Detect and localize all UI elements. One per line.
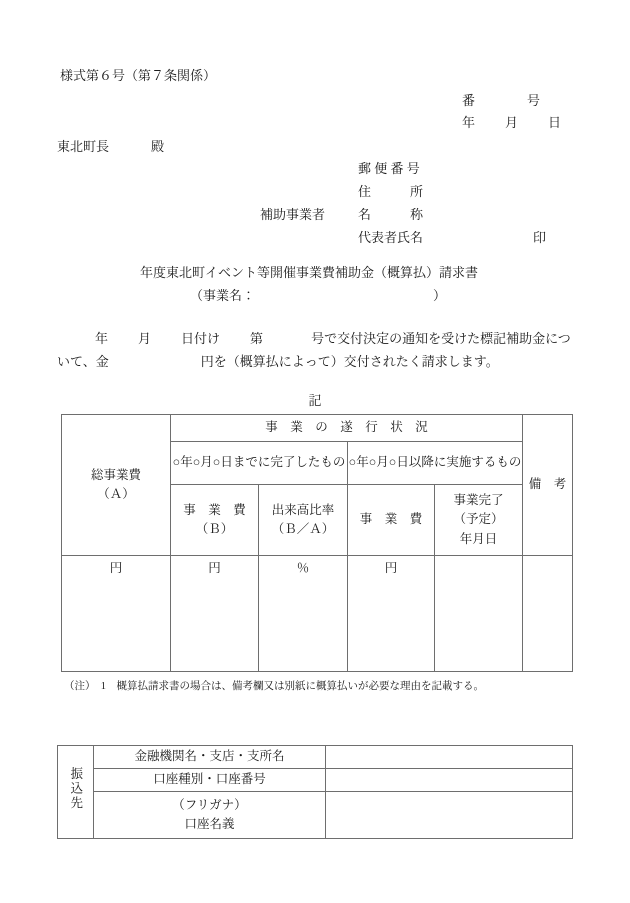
- progress-ratio-label: 出来高比率: [271, 502, 335, 517]
- document-date-line: [462, 112, 561, 131]
- cell-progress-ratio-value[interactable]: ％: [259, 556, 348, 672]
- seal-label: 印: [533, 230, 547, 245]
- cell-institution-label: 金融機関名・支店・支所名: [94, 746, 326, 769]
- date-month-label: 月: [505, 115, 519, 130]
- furigana-label: （フリガナ）: [172, 797, 247, 812]
- table-footnote: （注） 1 概算払請求書の場合は、備考欄又は別紙に概算払いが必要な理由を記載する。: [64, 681, 484, 692]
- document-number-label: [462, 90, 540, 109]
- body-paragraph-line1: [57, 328, 571, 347]
- applicant-block-label: 補助事業者: [260, 207, 326, 222]
- project-name-field: [190, 285, 446, 304]
- number-label: 番: [462, 93, 476, 108]
- cell-total-cost-header: [62, 415, 171, 556]
- body-month-label: 月: [138, 331, 152, 346]
- body-dayke-label: 日付け: [181, 331, 221, 346]
- project-cost-b-label: 事 業 費: [183, 502, 246, 517]
- bank-row-account-number: [58, 769, 573, 792]
- body-amount-label: いて、金: [57, 354, 109, 369]
- cell-institution-value[interactable]: [326, 746, 573, 769]
- total-cost-label: 総事業費: [90, 467, 141, 482]
- bank-transfer-table: [57, 745, 573, 839]
- bank-row-account-name: [58, 792, 573, 839]
- cell-remarks-value[interactable]: [523, 556, 573, 672]
- form-number: 様式第６号（第７条関係）: [60, 68, 217, 83]
- cell-progress-header: 事 業 の 遂 行 状 況: [171, 415, 523, 442]
- progress-table: [61, 414, 573, 672]
- cell-progress-ratio-header: [259, 485, 348, 556]
- cell-project-cost-b-header: [171, 485, 259, 556]
- body-year-label: 年: [95, 331, 109, 346]
- number-suffix: 号: [527, 93, 541, 108]
- date-year-label: 年: [462, 115, 476, 130]
- cell-total-cost-value[interactable]: 円: [62, 556, 171, 672]
- postal-code-label: 郵 便 番 号: [358, 161, 420, 176]
- body-dai-label: 第: [250, 331, 264, 346]
- progress-ratio-sub-label: （Ｂ／Ａ）: [271, 522, 335, 536]
- transfer-destination-vertical-label: 振込先: [68, 767, 83, 811]
- cell-account-type-value[interactable]: [326, 769, 573, 792]
- account-name-label: 口座名義: [184, 817, 235, 831]
- cell-account-name-label: [94, 792, 326, 839]
- applicant-name-label: 名 称: [358, 207, 424, 222]
- body-line2-rest: 円を（概算払によって）交付されたく請求します。: [200, 354, 499, 369]
- date-day-label: 日: [548, 115, 562, 130]
- bank-row-institution: [58, 746, 573, 769]
- address-label: 住 所: [358, 184, 424, 199]
- completion-label-line2: （予定）: [453, 512, 504, 527]
- recipient-name: 東北町長: [57, 139, 110, 154]
- total-cost-sub-label: （Ａ）: [97, 487, 135, 501]
- body-paragraph-line2: [57, 351, 499, 370]
- recipient-line: [57, 136, 164, 155]
- project-name-label: （事業名：: [190, 288, 256, 303]
- completion-label-line1: 事業完了: [453, 492, 504, 507]
- cell-account-type-label: 口座種別・口座番号: [94, 769, 326, 792]
- cell-project-cost-value[interactable]: 円: [348, 556, 435, 672]
- cell-completion-date-value[interactable]: [435, 556, 523, 672]
- document-title: 年度東北町イベント等開催事業費補助金（概算払）請求書: [140, 265, 479, 280]
- cell-completion-date-header: [435, 485, 523, 556]
- cell-remarks-header: 備 考: [523, 415, 573, 556]
- table-data-row: [62, 556, 573, 672]
- cell-project-cost-b-value[interactable]: 円: [171, 556, 259, 672]
- cell-transfer-destination-label: [58, 746, 94, 839]
- kiji-heading: 記: [308, 393, 322, 408]
- completion-label-line3: 年月日: [459, 531, 498, 546]
- recipient-honorific: 殿: [151, 139, 165, 154]
- cell-future-header: ○年○月○日以降に実施するもの: [348, 442, 523, 485]
- project-cost-b-sub-label: （Ｂ）: [195, 522, 234, 536]
- body-line1-rest: 号で交付決定の通知を受けた標記補助金につ: [311, 331, 571, 346]
- cell-completed-header: ○年○月○日までに完了したもの: [171, 442, 348, 485]
- cell-project-cost-header: 事 業 費: [348, 485, 435, 556]
- table-header-row-1: [62, 415, 573, 442]
- cell-account-name-value[interactable]: [326, 792, 573, 839]
- representative-name-label: 代表者氏名: [358, 230, 424, 245]
- project-name-close-paren: ）: [433, 288, 447, 303]
